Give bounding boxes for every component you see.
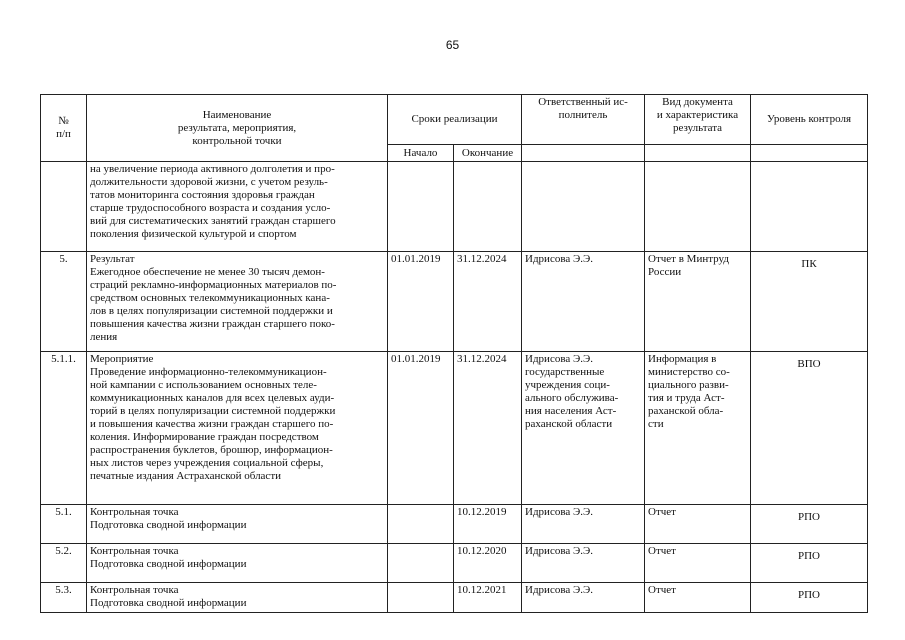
row-end: 10.12.2021 — [454, 583, 522, 613]
row-control-level: РПО — [751, 583, 868, 613]
header-start: Начало — [388, 145, 454, 162]
row-end: 31.12.2024 — [454, 352, 522, 505]
row-start — [388, 162, 454, 252]
row-responsible: Идрисова Э.Э. — [522, 583, 645, 613]
row-document: Информация в министерство со- циального разви- тия и труда Аст- раханской обла- сти — [645, 352, 751, 505]
row-control-level — [751, 162, 868, 252]
row-control-level: РПО — [751, 505, 868, 544]
row-control-level: ПК — [751, 252, 868, 352]
row-start — [388, 583, 454, 613]
page-number: 65 — [445, 38, 460, 52]
row-control-level: РПО — [751, 544, 868, 583]
header-empty-cell — [522, 145, 645, 162]
header-empty-cell — [645, 145, 751, 162]
header-responsible: Ответственный ис- полнитель — [522, 95, 645, 145]
row-responsible: Идрисова Э.Э. государственные учреждения соци- ального обслужива- ния населения Аст- раханской области — [522, 352, 645, 505]
row-num: 5.3. — [41, 583, 87, 613]
table-header — [41, 95, 868, 162]
header-document: Вид документа и характеристика результата — [645, 95, 751, 145]
row-document — [645, 162, 751, 252]
row-name: Контрольная точка Подготовка сводной информации — [87, 505, 388, 544]
row-responsible: Идрисова Э.Э. — [522, 252, 645, 352]
table-row — [41, 544, 868, 583]
row-name: Контрольная точка Подготовка сводной информации — [87, 583, 388, 613]
table-row — [41, 505, 868, 544]
table-row — [41, 252, 868, 352]
header-control-level: Уровень контроля — [751, 95, 868, 145]
row-start: 01.01.2019 — [388, 352, 454, 505]
header-empty-cell — [751, 145, 868, 162]
implementation-plan-table — [40, 94, 868, 613]
row-document: Отчет в Минтруд России — [645, 252, 751, 352]
table-row — [41, 162, 868, 252]
row-start — [388, 505, 454, 544]
row-name: Результат Ежегодное обеспечение не менее 30 тысяч демон- страций рекламно-информационных материалов по- средством основных телекоммуникационных кана- лов в целях популяризации системной поддержки и повышения качества жизни граждан старшего поко- ления — [87, 252, 388, 352]
table-body — [41, 162, 868, 613]
row-document: Отчет — [645, 544, 751, 583]
row-responsible — [522, 162, 645, 252]
row-name: Контрольная точка Подготовка сводной информации — [87, 544, 388, 583]
header-end: Окончание — [454, 145, 522, 162]
table-row — [41, 352, 868, 505]
table-row — [41, 583, 868, 613]
row-num: 5.2. — [41, 544, 87, 583]
row-name: на увеличение периода активного долголетия и про- должительности здоровой жизни, с учетом резуль- татов мониторинга состояния здоровья граждан старше трудоспособного возраста и создания усло- вий для систематических занятий граждан старшего поколения физической культурой и спортом — [87, 162, 388, 252]
row-responsible: Идрисова Э.Э. — [522, 505, 645, 544]
row-end: 10.12.2020 — [454, 544, 522, 583]
row-end — [454, 162, 522, 252]
row-control-level: ВПО — [751, 352, 868, 505]
row-num: 5. — [41, 252, 87, 352]
header-num: № п/п — [41, 95, 87, 162]
header-name: Наименование результата, мероприятия, контрольной точки — [87, 95, 388, 162]
row-start: 01.01.2019 — [388, 252, 454, 352]
row-num: 5.1. — [41, 505, 87, 544]
row-num: 5.1.1. — [41, 352, 87, 505]
row-start — [388, 544, 454, 583]
row-end: 10.12.2019 — [454, 505, 522, 544]
row-end: 31.12.2024 — [454, 252, 522, 352]
header-terms: Сроки реализации — [388, 95, 522, 145]
row-name: Мероприятие Проведение информационно-телекоммуникацион- ной кампании с использованием основных теле- коммуникационных каналов для всех целевых ауди- торий в целях популяризации системной поддержки и повышения качества жизни граждан старшего по- коления. Информирование граждан посредством распространения буклетов, брошюр, информацион- ных листов через учреждения социальной сферы, печатные издания Астраханской области — [87, 352, 388, 505]
row-responsible: Идрисова Э.Э. — [522, 544, 645, 583]
row-document: Отчет — [645, 583, 751, 613]
row-document: Отчет — [645, 505, 751, 544]
row-num — [41, 162, 87, 252]
